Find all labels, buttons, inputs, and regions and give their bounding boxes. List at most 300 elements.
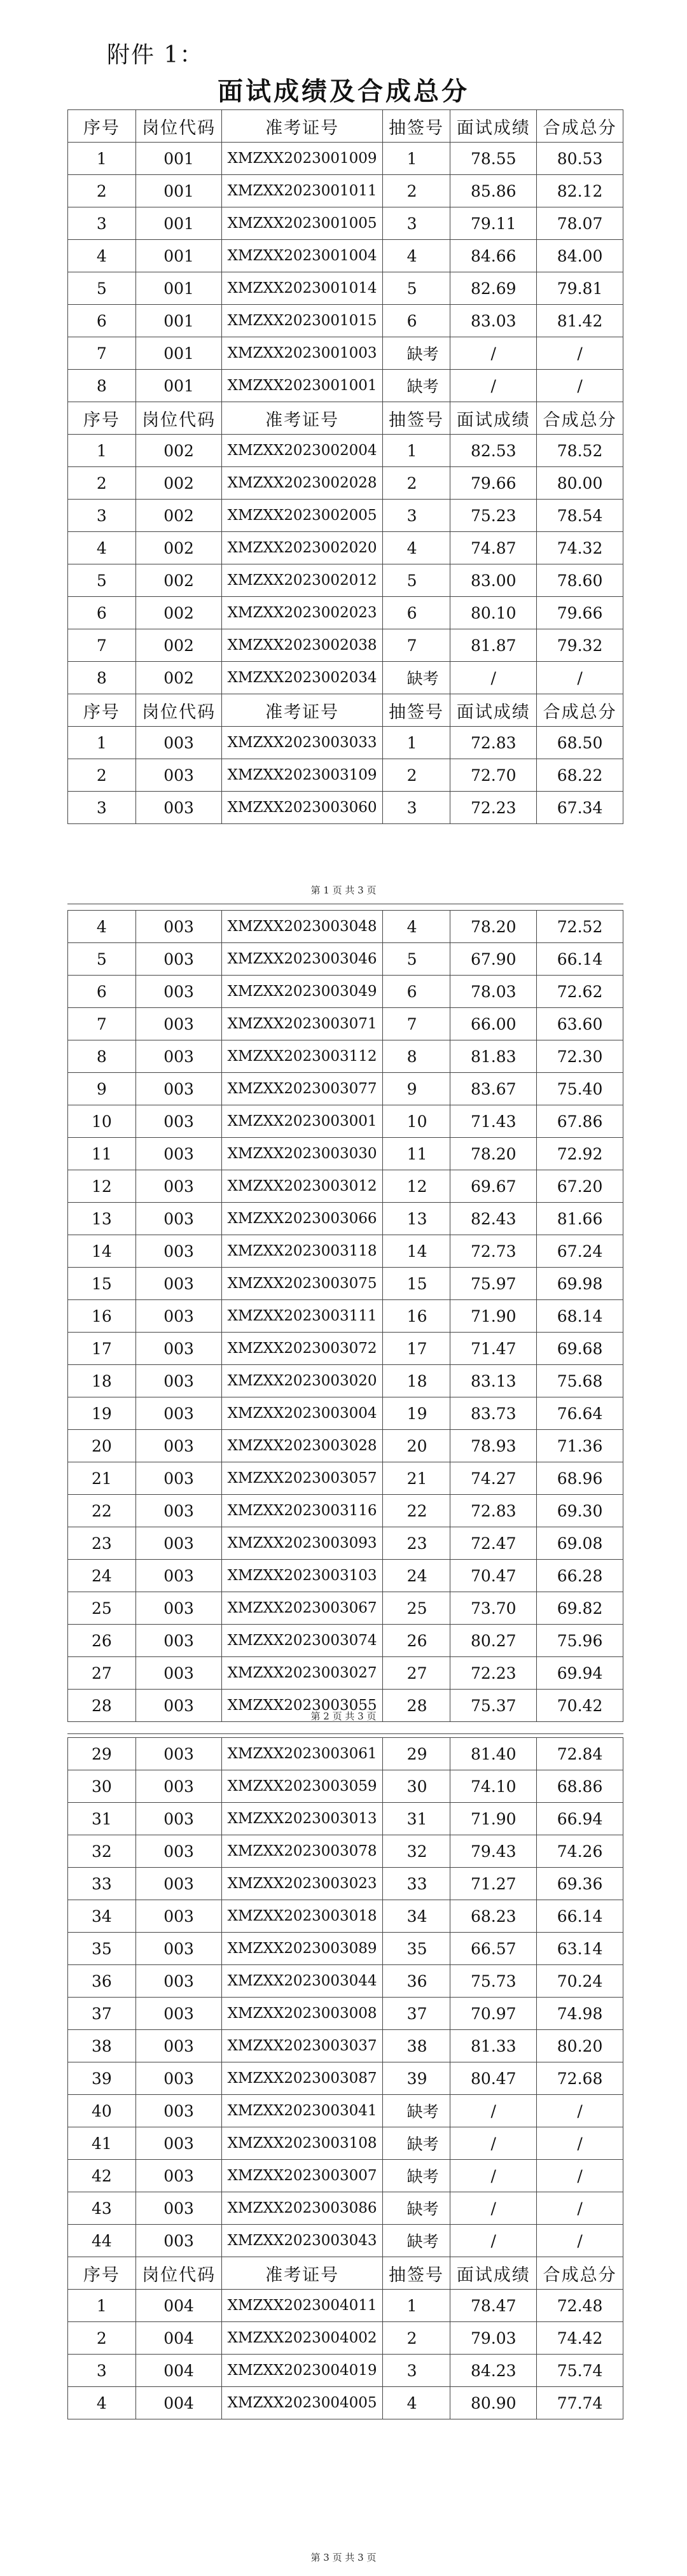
total-score-cell: 75.68 (537, 1365, 623, 1397)
post-code-cell: 002 (135, 467, 222, 500)
interview-score-cell: 83.73 (450, 1397, 537, 1430)
total-score-cell: / (537, 370, 623, 402)
seq-cell: 10 (68, 1105, 136, 1138)
interview-score-cell: 83.03 (450, 305, 537, 337)
post-code-cell: 003 (135, 2127, 222, 2160)
interview-score-cell: / (450, 662, 537, 694)
seq-cell: 8 (68, 370, 136, 402)
interview-score-cell: 81.40 (450, 1738, 537, 1770)
post-code-cell: 003 (135, 1333, 222, 1365)
ticket-number-cell: XMZXX2023003109 (222, 759, 382, 792)
lot-number-cell: 35 (382, 1933, 450, 1965)
post-code-cell: 003 (135, 2192, 222, 2225)
post-code-cell: 002 (135, 564, 222, 597)
post-code-cell: 003 (135, 1933, 222, 1965)
header-ticket-number: 准考证号 (222, 694, 382, 727)
seq-cell: 36 (68, 1965, 136, 1998)
total-score-cell: / (537, 2127, 623, 2160)
lot-number-cell: 33 (382, 1868, 450, 1900)
seq-cell: 1 (68, 143, 136, 175)
interview-score-cell: 72.83 (450, 727, 537, 759)
seq-cell: 9 (68, 1073, 136, 1105)
total-score-cell: 80.00 (537, 467, 623, 500)
total-score-cell: 77.74 (537, 2387, 623, 2419)
seq-cell: 27 (68, 1657, 136, 1690)
post-code-cell: 003 (135, 1235, 222, 1268)
table-row (68, 564, 623, 597)
total-score-cell: 72.62 (537, 976, 623, 1008)
post-code-cell: 004 (135, 2387, 222, 2419)
header-lot-number: 抽签号 (382, 694, 450, 727)
table-row (68, 2387, 623, 2419)
ticket-number-cell: XMZXX2023003086 (222, 2192, 382, 2225)
post-code-cell: 001 (135, 143, 222, 175)
seq-cell: 23 (68, 1527, 136, 1560)
seq-cell: 7 (68, 629, 136, 662)
seq-cell: 8 (68, 1040, 136, 1073)
seq-cell: 28 (68, 1690, 136, 1722)
ticket-number-cell: XMZXX2023003089 (222, 1933, 382, 1965)
ticket-number-cell: XMZXX2023003087 (222, 2062, 382, 2095)
seq-cell: 1 (68, 2290, 136, 2322)
table-row (68, 2030, 623, 2062)
interview-score-cell: 71.90 (450, 1803, 537, 1835)
interview-score-cell: 82.43 (450, 1203, 537, 1235)
seq-cell: 6 (68, 305, 136, 337)
ticket-number-cell: XMZXX2023003078 (222, 1835, 382, 1868)
total-score-cell: 74.98 (537, 1998, 623, 2030)
interview-score-cell: 72.23 (450, 792, 537, 824)
table-row (68, 976, 623, 1008)
interview-score-cell: 72.23 (450, 1657, 537, 1690)
table-row (68, 943, 623, 976)
post-code-cell: 001 (135, 305, 222, 337)
interview-score-cell: 78.20 (450, 911, 537, 943)
post-code-cell: 003 (135, 1770, 222, 1803)
seq-cell: 29 (68, 1738, 136, 1770)
interview-score-cell: 83.13 (450, 1365, 537, 1397)
page-title: 面试成绩及合成总分 (218, 76, 469, 106)
ticket-number-cell: XMZXX2023003033 (222, 727, 382, 759)
seq-cell: 4 (68, 240, 136, 272)
post-code-cell: 002 (135, 500, 222, 532)
total-score-cell: 68.14 (537, 1300, 623, 1333)
interview-score-cell: 80.27 (450, 1625, 537, 1657)
post-code-cell: 002 (135, 597, 222, 629)
post-code-cell: 001 (135, 240, 222, 272)
ticket-number-cell: XMZXX2023001003 (222, 337, 382, 370)
post-code-cell: 003 (135, 1527, 222, 1560)
seq-cell: 18 (68, 1365, 136, 1397)
lot-number-cell: 14 (382, 1235, 450, 1268)
table-row (68, 143, 623, 175)
lot-number-cell: 25 (382, 1592, 450, 1625)
interview-score-cell: / (450, 2127, 537, 2160)
lot-number-cell: 20 (382, 1430, 450, 1462)
seq-cell: 44 (68, 2225, 136, 2257)
interview-score-cell: 71.27 (450, 1868, 537, 1900)
interview-score-cell: 72.70 (450, 759, 537, 792)
ticket-number-cell: XMZXX2023003066 (222, 1203, 382, 1235)
post-code-cell: 003 (135, 1040, 222, 1073)
post-code-cell: 003 (135, 1868, 222, 1900)
interview-score-cell: 78.47 (450, 2290, 537, 2322)
total-score-cell: / (537, 337, 623, 370)
total-score-cell: 78.60 (537, 564, 623, 597)
lot-number-cell: 缺考 (382, 2160, 450, 2192)
total-score-cell: 80.20 (537, 2030, 623, 2062)
seq-cell: 34 (68, 1900, 136, 1933)
table-row (68, 1625, 623, 1657)
table-row (68, 1300, 623, 1333)
header-ticket-number: 准考证号 (222, 110, 382, 143)
header-seq: 序号 (68, 110, 136, 143)
table-row (68, 1138, 623, 1170)
table-row (68, 1933, 623, 1965)
lot-number-cell: 5 (382, 272, 450, 305)
total-score-cell: 81.66 (537, 1203, 623, 1235)
lot-number-cell: 2 (382, 175, 450, 207)
lot-number-cell: 3 (382, 500, 450, 532)
lot-number-cell: 34 (382, 1900, 450, 1933)
lot-number-cell: 21 (382, 1462, 450, 1495)
interview-score-cell: 74.10 (450, 1770, 537, 1803)
table-row (68, 1770, 623, 1803)
table-row (68, 1397, 623, 1430)
post-code-cell: 003 (135, 1397, 222, 1430)
interview-score-cell: 78.93 (450, 1430, 537, 1462)
ticket-number-cell: XMZXX2023002005 (222, 500, 382, 532)
header-seq: 序号 (68, 2257, 136, 2290)
table-row (68, 2290, 623, 2322)
interview-score-cell: 73.70 (450, 1592, 537, 1625)
total-score-cell: 72.48 (537, 2290, 623, 2322)
seq-cell: 35 (68, 1933, 136, 1965)
total-score-cell: 69.68 (537, 1333, 623, 1365)
total-score-cell: 68.22 (537, 759, 623, 792)
seq-cell: 21 (68, 1462, 136, 1495)
total-score-cell: 72.52 (537, 911, 623, 943)
ticket-number-cell: XMZXX2023003027 (222, 1657, 382, 1690)
total-score-cell: 79.81 (537, 272, 623, 305)
ticket-number-cell: XMZXX2023002028 (222, 467, 382, 500)
lot-number-cell: 15 (382, 1268, 450, 1300)
post-code-cell: 001 (135, 272, 222, 305)
interview-score-cell: 80.10 (450, 597, 537, 629)
total-score-cell: 74.42 (537, 2322, 623, 2355)
total-score-cell: 67.24 (537, 1235, 623, 1268)
header-interview-score: 面试成绩 (450, 2257, 537, 2290)
ticket-number-cell: XMZXX2023003037 (222, 2030, 382, 2062)
post-code-cell: 003 (135, 1738, 222, 1770)
seq-cell: 7 (68, 337, 136, 370)
seq-cell: 4 (68, 532, 136, 564)
ticket-number-cell: XMZXX2023003103 (222, 1560, 382, 1592)
header-lot-number: 抽签号 (382, 402, 450, 435)
total-score-cell: / (537, 2192, 623, 2225)
lot-number-cell: 4 (382, 240, 450, 272)
score-table-page-3 (67, 1737, 623, 2419)
table-row (68, 1998, 623, 2030)
interview-score-cell: 79.03 (450, 2322, 537, 2355)
ticket-number-cell: XMZXX2023003046 (222, 943, 382, 976)
table-row (68, 629, 623, 662)
interview-score-cell: 70.47 (450, 1560, 537, 1592)
table-row (68, 2225, 623, 2257)
total-score-cell: 75.40 (537, 1073, 623, 1105)
post-code-cell: 003 (135, 1835, 222, 1868)
ticket-number-cell: XMZXX2023001004 (222, 240, 382, 272)
ticket-number-cell: XMZXX2023003060 (222, 792, 382, 824)
table-row (68, 2127, 623, 2160)
table-row (68, 2160, 623, 2192)
interview-score-cell: 75.23 (450, 500, 537, 532)
lot-number-cell: 6 (382, 597, 450, 629)
post-code-cell: 003 (135, 1657, 222, 1690)
lot-number-cell: 36 (382, 1965, 450, 1998)
ticket-number-cell: XMZXX2023003093 (222, 1527, 382, 1560)
table-row (68, 337, 623, 370)
lot-number-cell: 7 (382, 1008, 450, 1040)
table-row (68, 759, 623, 792)
interview-score-cell: 69.67 (450, 1170, 537, 1203)
total-score-cell: 78.07 (537, 207, 623, 240)
post-code-cell: 003 (135, 2160, 222, 2192)
interview-score-cell: 71.43 (450, 1105, 537, 1138)
ticket-number-cell: XMZXX2023003030 (222, 1138, 382, 1170)
interview-score-cell: 80.47 (450, 2062, 537, 2095)
table-row (68, 207, 623, 240)
total-score-cell: 63.60 (537, 1008, 623, 1040)
seq-cell: 8 (68, 662, 136, 694)
interview-score-cell: 78.20 (450, 1138, 537, 1170)
ticket-number-cell: XMZXX2023002004 (222, 435, 382, 467)
seq-cell: 3 (68, 207, 136, 240)
seq-cell: 7 (68, 1008, 136, 1040)
interview-score-cell: 71.47 (450, 1333, 537, 1365)
annex-label: 附件 1： (107, 42, 204, 68)
interview-score-cell: 81.87 (450, 629, 537, 662)
table-row (68, 1560, 623, 1592)
header-post-code: 岗位代码 (135, 110, 222, 143)
table-row (68, 2322, 623, 2355)
table-row (68, 500, 623, 532)
total-score-cell: 68.96 (537, 1462, 623, 1495)
ticket-number-cell: XMZXX2023003112 (222, 1040, 382, 1073)
post-code-cell: 003 (135, 1965, 222, 1998)
post-code-cell: 002 (135, 435, 222, 467)
interview-score-cell: 78.03 (450, 976, 537, 1008)
table-row (68, 435, 623, 467)
seq-cell: 4 (68, 2387, 136, 2419)
total-score-cell: 69.08 (537, 1527, 623, 1560)
lot-number-cell: 2 (382, 759, 450, 792)
interview-score-cell: 82.69 (450, 272, 537, 305)
lot-number-cell: 缺考 (382, 662, 450, 694)
ticket-number-cell: XMZXX2023003072 (222, 1333, 382, 1365)
lot-number-cell: 24 (382, 1560, 450, 1592)
ticket-number-cell: XMZXX2023003075 (222, 1268, 382, 1300)
table-header-row (68, 2257, 623, 2290)
total-score-cell: 66.14 (537, 1900, 623, 1933)
lot-number-cell: 3 (382, 792, 450, 824)
lot-number-cell: 6 (382, 305, 450, 337)
ticket-number-cell: XMZXX2023003077 (222, 1073, 382, 1105)
table-row (68, 2355, 623, 2387)
lot-number-cell: 22 (382, 1495, 450, 1527)
lot-number-cell: 37 (382, 1998, 450, 2030)
interview-score-cell: 79.43 (450, 1835, 537, 1868)
lot-number-cell: 26 (382, 1625, 450, 1657)
ticket-number-cell: XMZXX2023004002 (222, 2322, 382, 2355)
total-score-cell: 75.74 (537, 2355, 623, 2387)
ticket-number-cell: XMZXX2023001001 (222, 370, 382, 402)
seq-cell: 20 (68, 1430, 136, 1462)
total-score-cell: 71.36 (537, 1430, 623, 1462)
seq-cell: 14 (68, 1235, 136, 1268)
post-code-cell: 003 (135, 1592, 222, 1625)
seq-cell: 37 (68, 1998, 136, 2030)
lot-number-cell: 4 (382, 532, 450, 564)
interview-score-cell: 74.87 (450, 532, 537, 564)
interview-score-cell: / (450, 2160, 537, 2192)
table-header-row (68, 402, 623, 435)
lot-number-cell: 缺考 (382, 2095, 450, 2127)
interview-score-cell: 72.47 (450, 1527, 537, 1560)
seq-cell: 2 (68, 467, 136, 500)
total-score-cell: 76.64 (537, 1397, 623, 1430)
header-seq: 序号 (68, 694, 136, 727)
total-score-cell: 69.98 (537, 1268, 623, 1300)
post-code-cell: 003 (135, 1105, 222, 1138)
interview-score-cell: 74.27 (450, 1462, 537, 1495)
interview-score-cell: 75.73 (450, 1965, 537, 1998)
total-score-cell: 75.96 (537, 1625, 623, 1657)
header-total-score: 合成总分 (537, 110, 623, 143)
table-row (68, 792, 623, 824)
interview-score-cell: / (450, 337, 537, 370)
ticket-number-cell: XMZXX2023003055 (222, 1690, 382, 1722)
table-row (68, 2192, 623, 2225)
score-table-page-2 (67, 910, 623, 1722)
header-post-code: 岗位代码 (135, 694, 222, 727)
table-row (68, 911, 623, 943)
table-row (68, 1527, 623, 1560)
interview-score-cell: 80.90 (450, 2387, 537, 2419)
ticket-number-cell: XMZXX2023001014 (222, 272, 382, 305)
header-post-code: 岗位代码 (135, 402, 222, 435)
seq-cell: 5 (68, 272, 136, 305)
post-code-cell: 002 (135, 662, 222, 694)
total-score-cell: 67.20 (537, 1170, 623, 1203)
table-row (68, 1235, 623, 1268)
interview-score-cell: 82.53 (450, 435, 537, 467)
ticket-number-cell: XMZXX2023003012 (222, 1170, 382, 1203)
ticket-number-cell: XMZXX2023003048 (222, 911, 382, 943)
table-row (68, 1008, 623, 1040)
ticket-number-cell: XMZXX2023003049 (222, 976, 382, 1008)
table-row (68, 1868, 623, 1900)
seq-cell: 5 (68, 943, 136, 976)
table-row (68, 532, 623, 564)
post-code-cell: 003 (135, 1900, 222, 1933)
lot-number-cell: 4 (382, 911, 450, 943)
page-top-border (67, 1733, 623, 1734)
lot-number-cell: 13 (382, 1203, 450, 1235)
seq-cell: 24 (68, 1560, 136, 1592)
interview-score-cell: 79.11 (450, 207, 537, 240)
table-row (68, 467, 623, 500)
seq-cell: 2 (68, 175, 136, 207)
lot-number-cell: 5 (382, 564, 450, 597)
post-code-cell: 003 (135, 1365, 222, 1397)
seq-cell: 6 (68, 976, 136, 1008)
seq-cell: 6 (68, 597, 136, 629)
seq-cell: 17 (68, 1333, 136, 1365)
ticket-number-cell: XMZXX2023003008 (222, 1998, 382, 2030)
post-code-cell: 001 (135, 207, 222, 240)
table-row (68, 1073, 623, 1105)
interview-score-cell: 79.66 (450, 467, 537, 500)
table-row (68, 1803, 623, 1835)
lot-number-cell: 2 (382, 467, 450, 500)
post-code-cell: 003 (135, 1203, 222, 1235)
seq-cell: 22 (68, 1495, 136, 1527)
header-lot-number: 抽签号 (382, 2257, 450, 2290)
interview-score-cell: 75.37 (450, 1690, 537, 1722)
seq-cell: 12 (68, 1170, 136, 1203)
table-row (68, 305, 623, 337)
total-score-cell: 70.24 (537, 1965, 623, 1998)
post-code-cell: 003 (135, 2030, 222, 2062)
lot-number-cell: 38 (382, 2030, 450, 2062)
table-header-row (68, 110, 623, 143)
header-ticket-number: 准考证号 (222, 2257, 382, 2290)
total-score-cell: 80.53 (537, 143, 623, 175)
seq-cell: 40 (68, 2095, 136, 2127)
header-lot-number: 抽签号 (382, 110, 450, 143)
ticket-number-cell: XMZXX2023002034 (222, 662, 382, 694)
header-total-score: 合成总分 (537, 2257, 623, 2290)
interview-score-cell: 83.67 (450, 1073, 537, 1105)
post-code-cell: 003 (135, 792, 222, 824)
ticket-number-cell: XMZXX2023003111 (222, 1300, 382, 1333)
total-score-cell: 66.94 (537, 1803, 623, 1835)
lot-number-cell: 1 (382, 435, 450, 467)
total-score-cell: / (537, 662, 623, 694)
ticket-number-cell: XMZXX2023003044 (222, 1965, 382, 1998)
seq-cell: 1 (68, 435, 136, 467)
lot-number-cell: 10 (382, 1105, 450, 1138)
lot-number-cell: 16 (382, 1300, 450, 1333)
post-code-cell: 003 (135, 1138, 222, 1170)
ticket-number-cell: XMZXX2023002038 (222, 629, 382, 662)
table-row (68, 1203, 623, 1235)
interview-score-cell: / (450, 2095, 537, 2127)
post-code-cell: 004 (135, 2322, 222, 2355)
seq-cell: 11 (68, 1138, 136, 1170)
interview-score-cell: / (450, 2225, 537, 2257)
post-code-cell: 003 (135, 1495, 222, 1527)
lot-number-cell: 6 (382, 976, 450, 1008)
total-score-cell: 67.34 (537, 792, 623, 824)
seq-cell: 30 (68, 1770, 136, 1803)
lot-number-cell: 3 (382, 207, 450, 240)
post-code-cell: 003 (135, 1625, 222, 1657)
post-code-cell: 003 (135, 2095, 222, 2127)
seq-cell: 16 (68, 1300, 136, 1333)
post-code-cell: 003 (135, 943, 222, 976)
